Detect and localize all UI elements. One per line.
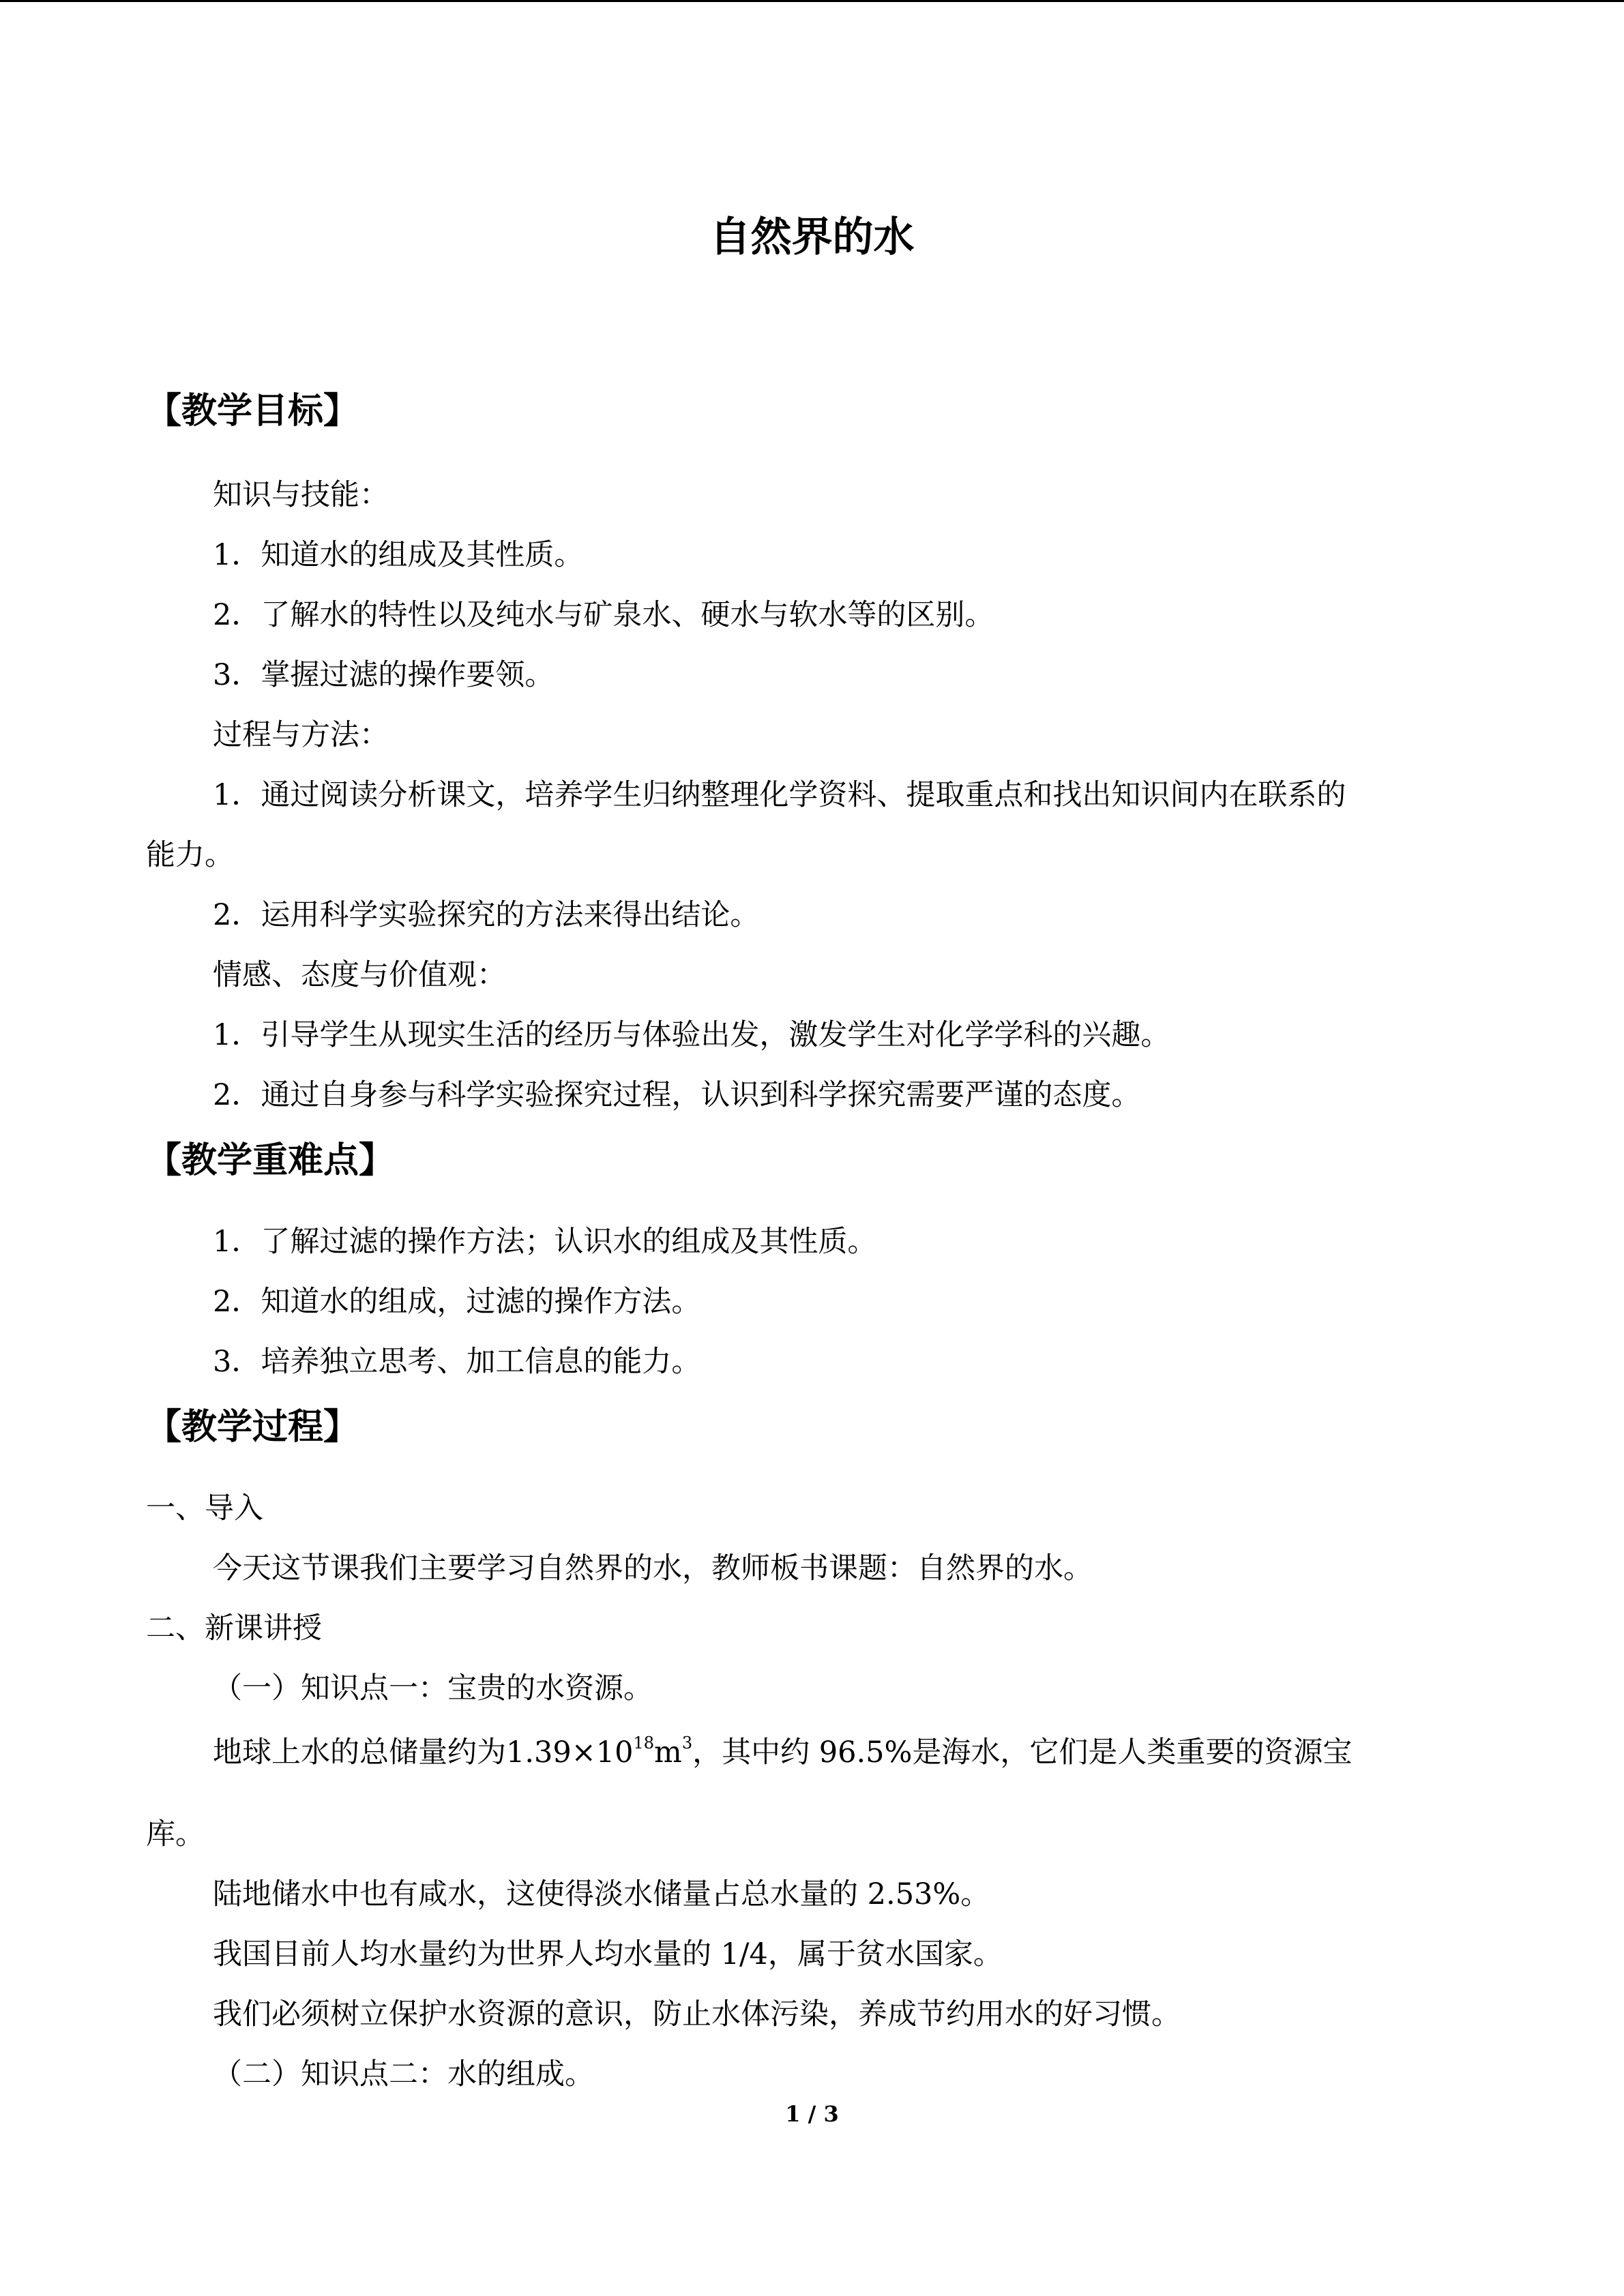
knowledge-point-2-label: （二）知识点二：水的组成。: [213, 2057, 594, 2091]
knowledge-item-2: 2．了解水的特性以及纯水与矿泉水、硬水与软水等的区别。: [213, 598, 994, 632]
emotion-label: 情感、态度与价值观：: [213, 958, 506, 992]
new-lesson-label: 二、新课讲授: [146, 1611, 322, 1645]
process-item-2: 2．运用科学实验探究的方法来得出结论。: [213, 898, 760, 932]
knowledge-item-1: 1．知道水的组成及其性质。: [213, 538, 584, 572]
intro-text: 今天这节课我们主要学习自然界的水，教师板书课题：自然界的水。: [213, 1551, 1093, 1585]
key-point-3: 3．培养独立思考、加工信息的能力。: [213, 1345, 701, 1379]
knowledge-point-1-para3: 我国目前人均水量约为世界人均水量的 1/4，属于贫水国家。: [213, 1937, 1003, 1971]
document-title: 自然界的水: [709, 213, 915, 261]
process-item-1-line2: 能力。: [146, 838, 234, 872]
knowledge-point-1-label: （一）知识点一：宝贵的水资源。: [213, 1671, 653, 1705]
intro-label: 一、导入: [146, 1491, 263, 1525]
knowledge-point-1-line1: [213, 1732, 1352, 1773]
unit-exponent: 3: [681, 1733, 693, 1753]
process-label: 过程与方法：: [213, 718, 389, 752]
top-border: [0, 0, 1624, 2]
water-total-text: 地球上水的总储量约为1.39×10: [213, 1735, 634, 1770]
seawater-text: ，其中约 96.5%是海水，它们是人类重要的资源宝: [692, 1735, 1353, 1770]
knowledge-point-1-para2: 陆地储水中也有咸水，这使得淡水储量占总水量的 2.53%。: [213, 1877, 990, 1911]
heading-process: 【教学过程】: [146, 1406, 359, 1448]
key-point-2: 2．知道水的组成，过滤的操作方法。: [213, 1285, 701, 1319]
knowledge-point-1-para4: 我们必须树立保护水资源的意识，防止水体污染，养成节约用水的好习惯。: [213, 1997, 1181, 2031]
knowledge-item-3: 3．掌握过滤的操作要领。: [213, 658, 555, 692]
emotion-item-1: 1．引导学生从现实生活的经历与体验出发，激发学生对化学学科的兴趣。: [213, 1018, 1170, 1052]
page-number: 1 / 3: [785, 2101, 839, 2127]
key-point-1: 1．了解过滤的操作方法；认识水的组成及其性质。: [213, 1225, 877, 1259]
knowledge-point-1-line2: 库。: [146, 1817, 205, 1851]
heading-objectives: 【教学目标】: [146, 390, 359, 432]
knowledge-label: 知识与技能：: [213, 478, 389, 512]
exponent: 18: [633, 1733, 655, 1753]
process-item-1-line1: 1．通过阅读分析课文，培养学生归纳整理化学资料、提取重点和找出知识间内在联系的: [213, 778, 1346, 812]
unit-text: m: [654, 1735, 682, 1770]
heading-key-points: 【教学重难点】: [146, 1139, 395, 1181]
emotion-item-2: 2．通过自身参与科学实验探究过程，认识到科学探究需要严谨的态度。: [213, 1078, 1141, 1112]
